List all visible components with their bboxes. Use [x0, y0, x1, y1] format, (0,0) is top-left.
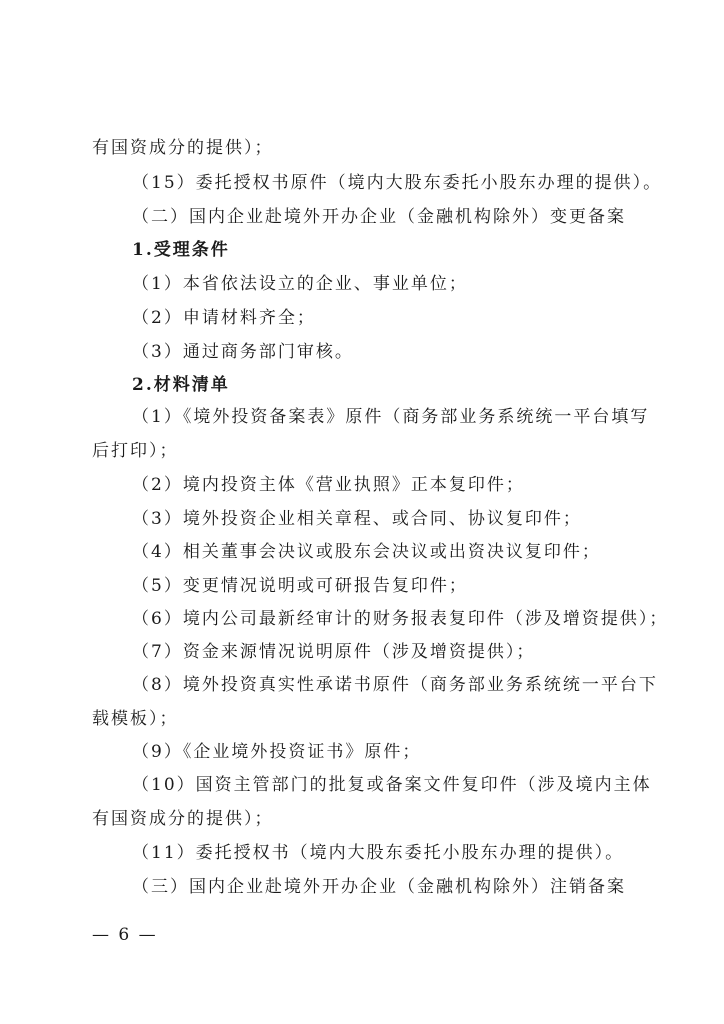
list-item: （9）《企业境外投资证书》原件；: [132, 742, 422, 762]
list-item: （2）申请材料齐全；: [132, 308, 316, 328]
list-item: （5）变更情况说明或可研报告复印件；: [132, 576, 468, 596]
page-number: — 6 —: [92, 925, 158, 945]
list-item: （3）境外投资企业相关章程、或合同、协议复印件；: [132, 509, 582, 529]
section-heading: （二）国内企业赴境外开办企业（金融机构除外）变更备案: [132, 207, 626, 227]
subsection-heading: 1.受理条件: [132, 240, 230, 260]
list-item: （2）境内投资主体《营业执照》正本复印件；: [132, 475, 525, 495]
list-item: （8）境外投资真实性承诺书原件（商务部业务系统统一平台下: [132, 675, 658, 695]
text-line: 有国资成分的提供）；: [92, 138, 274, 158]
text-line: 后打印）；: [92, 441, 179, 461]
list-item: （11）委托授权书（境内大股东委托小股东办理的提供）。: [132, 843, 625, 863]
list-item: （10）国资主管部门的批复或备案文件复印件（涉及境内主体: [132, 775, 652, 795]
section-heading: （三）国内企业赴境外开办企业（金融机构除外）注销备案: [132, 877, 626, 897]
list-item: （3）通过商务部门审核。: [132, 342, 354, 362]
list-item: （6）境内公司最新经审计的财务报表复印件（涉及增资提供）；: [132, 609, 669, 629]
text-line: （15）委托授权书原件（境内大股东委托小股东办理的提供）。: [132, 173, 663, 193]
list-item: （4）相关董事会决议或股东会决议或出资决议复印件；: [132, 542, 601, 562]
list-item: （1）《境外投资备案表》原件（商务部业务系统统一平台填写: [132, 407, 650, 427]
list-item: （7）资金来源情况说明原件（涉及增资提供）；: [132, 642, 536, 662]
subsection-heading: 2.材料清单: [132, 375, 230, 395]
list-item: （1）本省依法设立的企业、事业单位；: [132, 274, 468, 294]
text-line: 载模板）；: [92, 709, 179, 729]
text-line: 有国资成分的提供）；: [92, 809, 274, 829]
